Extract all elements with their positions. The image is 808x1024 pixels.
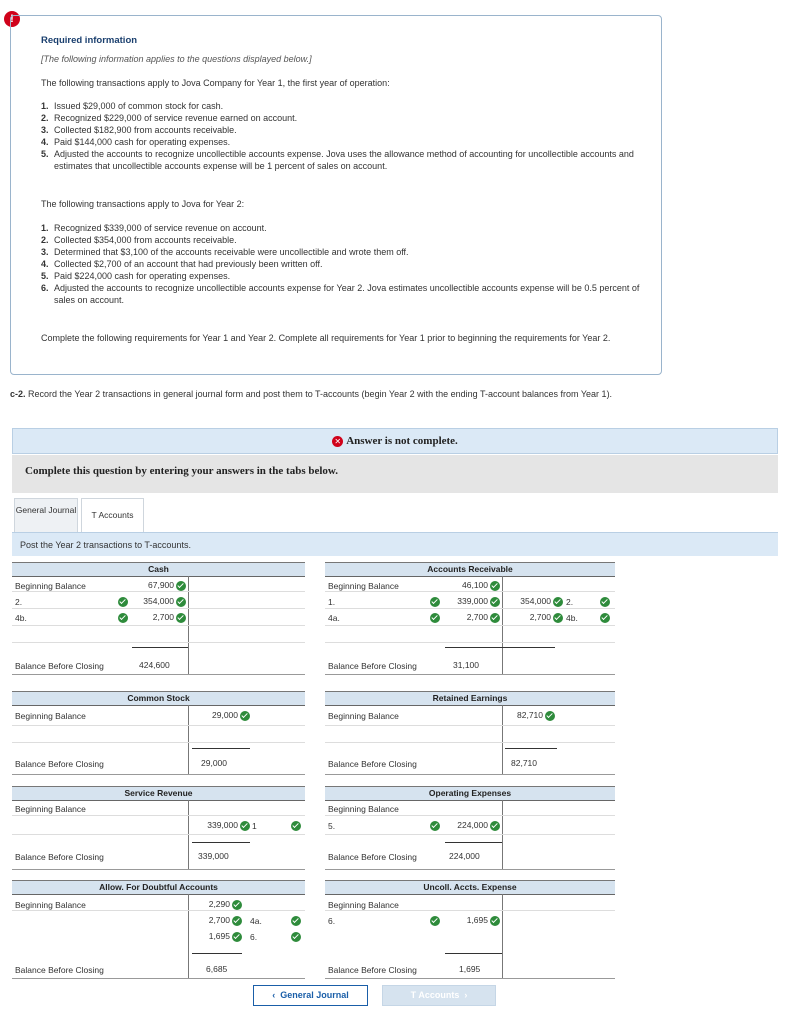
t-account-title: Uncoll. Accts. Expense	[325, 881, 615, 895]
balance-value: 424,600	[139, 660, 170, 670]
debit-cell[interactable]: 1,695	[445, 915, 500, 926]
list-item: 1. Issued $29,000 of common stock for cash.	[41, 101, 224, 111]
entry-ref[interactable]: 6.	[250, 932, 258, 942]
balance-value: 224,000	[449, 851, 480, 861]
check-icon	[291, 932, 301, 942]
answer-status-text: Answer is not complete.	[346, 435, 458, 447]
required-info-title: Required information	[41, 35, 138, 46]
beginning-balance-label: Beginning Balance	[15, 711, 86, 721]
t-account-operating-expenses	[325, 786, 615, 870]
check-icon	[176, 597, 186, 607]
t-account-title: Service Revenue	[12, 787, 305, 801]
balance-before-closing-label: Balance Before Closing	[15, 759, 104, 769]
credit-cell[interactable]: 1,695	[190, 931, 242, 942]
entry-ref[interactable]: 2.	[15, 597, 23, 607]
entry-ref[interactable]: 4b.	[15, 613, 27, 623]
year2-intro: The following transactions apply to Jova for Year 2:	[41, 199, 245, 209]
check-icon	[291, 916, 301, 926]
debit-cell[interactable]: 2,700	[437, 612, 500, 623]
balance-before-closing-label: Balance Before Closing	[328, 852, 417, 862]
balance-before-closing-label: Balance Before Closing	[328, 965, 417, 975]
entry-ref[interactable]: 4a.	[328, 613, 340, 623]
balance-value: 6,685	[206, 964, 228, 974]
credit-cell[interactable]: 29,000	[190, 710, 250, 721]
requirements-note: Complete the following requirements for Year 1 and Year 2. Complete all requirements for Year 1 prior to beginning the requirements for Year 2.	[41, 333, 611, 343]
credit-cell[interactable]: 82,710	[503, 710, 555, 721]
t-account-retained-earnings	[325, 691, 615, 775]
debit-cell[interactable]: 2,700	[122, 612, 186, 623]
check-icon	[240, 711, 250, 721]
check-icon	[600, 613, 610, 623]
prev-general-journal-button[interactable]: ‹ General Journal	[253, 985, 368, 1006]
debit-cell[interactable]: 354,000	[122, 596, 186, 607]
beginning-balance-label: Beginning Balance	[15, 900, 86, 910]
error-icon: ✕	[332, 436, 343, 447]
list-item: 4. Paid $144,000 cash for operating expenses.	[41, 137, 231, 147]
credit-cell[interactable]: 2,700	[190, 915, 242, 926]
list-item: 5. Adjusted the accounts to recognize uncollectible accounts expense. Jova uses the allowance method of accounting for uncollectible accounts and estimates that uncollectible accounts expense will be 1 percent of sales on account.	[41, 149, 634, 171]
t-account-cash	[12, 562, 305, 675]
question-label: c-2.	[10, 389, 26, 399]
entry-ref[interactable]: 2.	[566, 597, 574, 607]
credit-cell[interactable]: 339,000	[190, 820, 250, 831]
check-icon	[232, 916, 242, 926]
balance-value: 1,695	[459, 964, 481, 974]
balance-before-closing-label: Balance Before Closing	[15, 852, 104, 862]
instruction-panel	[12, 455, 778, 493]
beginning-balance-label: Beginning Balance	[15, 581, 86, 591]
list-item: 4. Collected $2,700 of an account that had previously been written off.	[41, 259, 323, 269]
t-account-title: Accounts Receivable	[325, 563, 615, 577]
balance-before-closing-label: Balance Before Closing	[15, 661, 104, 671]
entry-ref[interactable]: 4b.	[566, 613, 578, 623]
next-t-accounts-button[interactable]: T Accounts ›	[382, 985, 496, 1006]
t-account-service-revenue	[12, 786, 305, 870]
balance-value: 339,000	[198, 851, 229, 861]
post-instruction-strip	[12, 532, 778, 556]
list-item: 6. Adjusted the accounts to recognize uncollectible accounts expense for Year 2. Jova estimates uncollectible accounts expense will be 0.5 percent of sales on account.	[41, 283, 640, 305]
beginning-balance-label: Beginning Balance	[328, 804, 399, 814]
check-icon	[240, 821, 250, 831]
check-icon	[176, 613, 186, 623]
t-account-common-stock	[12, 691, 305, 775]
beginning-balance-label: Beginning Balance	[328, 711, 399, 721]
balance-value: 31,100	[453, 660, 479, 670]
year1-list	[41, 100, 641, 172]
check-icon	[553, 597, 563, 607]
check-icon	[232, 900, 242, 910]
t-account-title: Operating Expenses	[325, 787, 615, 801]
list-item: 3. Collected $182,900 from accounts receivable.	[41, 125, 237, 135]
t-account-title: Common Stock	[12, 692, 305, 706]
list-item: 2. Collected $354,000 from accounts receivable.	[41, 235, 237, 245]
check-icon	[490, 916, 500, 926]
entry-ref[interactable]: 4a.	[250, 916, 262, 926]
required-info-box	[10, 15, 662, 375]
credit-cell[interactable]: 354,000	[505, 596, 563, 607]
question-text	[10, 389, 640, 401]
debit-cell[interactable]: 224,000	[437, 820, 500, 831]
beginning-balance-label: Beginning Balance	[15, 804, 86, 814]
beginning-balance-label: Beginning Balance	[328, 900, 399, 910]
year2-list	[41, 222, 641, 306]
alert-icon: !	[4, 11, 20, 27]
balance-value: 82,710	[511, 758, 537, 768]
entry-ref[interactable]: 1.	[328, 597, 336, 607]
year1-intro: The following transactions apply to Jova Company for Year 1, the first year of operation:	[41, 78, 390, 88]
entry-ref[interactable]: 6.	[328, 916, 336, 926]
check-icon	[430, 916, 440, 926]
debit-cell[interactable]: 67,900	[130, 580, 186, 591]
balance-before-closing-label: Balance Before Closing	[328, 759, 417, 769]
t-account-title: Cash	[12, 563, 305, 577]
answer-status-banner	[12, 428, 778, 454]
list-item: 1. Recognized $339,000 of service revenue on account.	[41, 223, 267, 233]
check-icon	[600, 597, 610, 607]
chevron-left-icon: ‹	[272, 990, 276, 1000]
balance-before-closing-label: Balance Before Closing	[328, 661, 417, 671]
debit-cell[interactable]: 339,000	[437, 596, 500, 607]
t-account-allowance-doubtful	[12, 880, 305, 979]
list-item: 3. Determined that $3,100 of the accounts receivable were uncollectible and wrote them off.	[41, 247, 409, 257]
t-account-title: Allow. For Doubtful Accounts	[12, 881, 305, 895]
check-icon	[545, 711, 555, 721]
question-body: Record the Year 2 transactions in general journal form and post them to T-accounts (begin Year 2 with the ending T-account balances from Year 1).	[28, 389, 613, 399]
entry-ref[interactable]: 1	[252, 821, 257, 831]
list-item: 2. Recognized $229,000 of service revenue earned on account.	[41, 113, 298, 123]
post-instruction: Post the Year 2 transactions to T-accounts.	[20, 540, 191, 550]
check-icon	[490, 613, 500, 623]
balance-value: 29,000	[201, 758, 227, 768]
t-account-title: Retained Earnings	[325, 692, 615, 706]
check-icon	[176, 581, 186, 591]
beginning-balance-label: Beginning Balance	[328, 581, 399, 591]
check-icon	[232, 932, 242, 942]
credit-cell[interactable]: 2,700	[505, 612, 563, 623]
required-info-note: [The following information applies to the questions displayed below.]	[41, 54, 312, 64]
tab-general-journal[interactable]: General Journal	[14, 498, 78, 532]
check-icon	[490, 581, 500, 591]
list-item: 5. Paid $224,000 cash for operating expenses.	[41, 271, 231, 281]
tab-t-accounts[interactable]: T Accounts	[81, 498, 144, 532]
debit-cell[interactable]: 46,100	[443, 580, 500, 591]
instruction-text: Complete this question by entering your answers in the tabs below.	[25, 465, 339, 477]
entry-ref[interactable]: 5.	[328, 821, 336, 831]
check-icon	[291, 821, 301, 831]
check-icon	[553, 613, 563, 623]
t-account-uncollectible-expense	[325, 880, 615, 979]
credit-cell[interactable]: 2,290	[190, 899, 242, 910]
t-account-accounts-receivable	[325, 562, 615, 675]
check-icon	[490, 597, 500, 607]
balance-before-closing-label: Balance Before Closing	[15, 965, 104, 975]
chevron-right-icon: ›	[464, 990, 468, 1000]
check-icon	[490, 821, 500, 831]
